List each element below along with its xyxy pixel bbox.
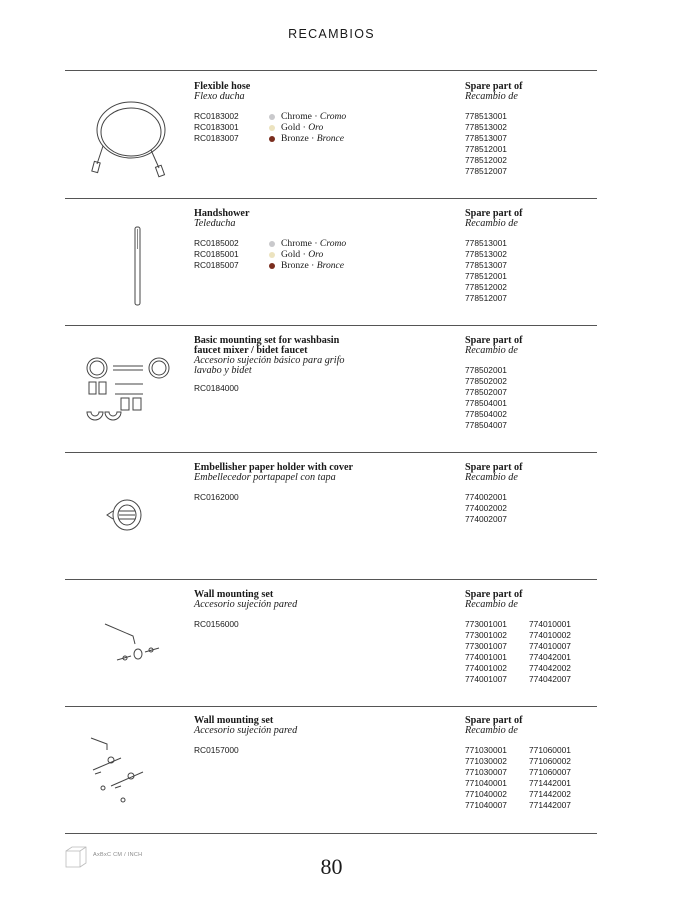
spare-part-list-col2: 774010001 774010002 774010007 774042001 774042002 774042007	[529, 619, 571, 684]
dimension-note: AxBxC CM / INCH	[93, 852, 143, 858]
spare-part-title: Spare part of Recambio de	[465, 208, 523, 229]
spare-part-list: 771030001 771030002 771030007 771040001 771040002 771040007	[465, 745, 507, 810]
spare-part-list: 773001001 773001002 773001007 774001001 774001002 774001007	[465, 619, 507, 684]
divider	[65, 452, 597, 453]
embellisher-illustration	[81, 491, 193, 541]
divider	[65, 833, 597, 834]
gold-swatch-icon	[269, 125, 275, 131]
page-title: RECAMBIOS	[288, 27, 375, 41]
product-name: Embellisher paper holder with cover Embellecedor portapapel con tapa	[194, 462, 354, 483]
spare-part-title: Spare part of Recambio de	[465, 589, 523, 610]
divider	[65, 70, 597, 71]
finish-list	[269, 238, 346, 271]
finish-chrome: Chrome · Cromo	[269, 111, 346, 122]
finish-bronze: Bronze · Bronce	[269, 133, 346, 144]
spare-part-title: Spare part of Recambio de	[465, 462, 523, 483]
product-name: Flexible hose Flexo ducha	[194, 81, 251, 102]
product-name: Handshower Teleducha	[194, 208, 250, 229]
spare-part-list: 778513001 778513002 778513007 778512001 778512002 778512007	[465, 238, 507, 303]
product-codes: RC0157000	[194, 745, 239, 755]
finish-chrome: Chrome · Cromo	[269, 238, 346, 249]
gold-swatch-icon	[269, 252, 275, 258]
spare-part-list: 778502001 778502002 778502007 778504001 778504002 778504007	[465, 365, 507, 430]
spare-part-title: Spare part of Recambio de	[465, 715, 523, 736]
bronze-swatch-icon	[269, 263, 275, 269]
product-codes: RC0184000	[194, 383, 239, 393]
chrome-swatch-icon	[269, 241, 275, 247]
spare-part-list: 774002001 774002002 774002007	[465, 492, 507, 524]
divider	[65, 325, 597, 326]
divider	[65, 198, 597, 199]
product-codes: RC0185002 RC0185001 RC0185007	[194, 238, 239, 271]
spare-part-list-col2: 771060001 771060002 771060007 771442001 771442002 771442007	[529, 745, 571, 810]
bronze-swatch-icon	[269, 136, 275, 142]
flexible-hose-illustration	[81, 90, 193, 190]
product-codes: RC0183002 RC0183001 RC0183007	[194, 111, 239, 144]
handshower-illustration	[81, 219, 193, 309]
product-codes: RC0156000	[194, 619, 239, 629]
wall-mounting-illustration	[81, 730, 193, 820]
product-name: Wall mounting set Accesorio sujeción pared	[194, 589, 298, 610]
product-name: Wall mounting set Accesorio sujeción pared	[194, 715, 298, 736]
wall-mounting-illustration	[81, 614, 193, 674]
spare-part-list: 778513001 778513002 778513007 778512001 778512002 778512007	[465, 111, 507, 176]
page-number: 80	[320, 854, 343, 879]
divider	[65, 579, 597, 580]
chrome-swatch-icon	[269, 114, 275, 120]
finish-gold: Gold · Oro	[269, 249, 346, 260]
divider	[65, 706, 597, 707]
product-name: Basic mounting set for washbasin faucet mixer / bidet faucet Accesorio sujeción básico para grifo lavabo y bidet	[194, 335, 345, 376]
finish-bronze: Bronze · Bronce	[269, 260, 346, 271]
spare-part-title: Spare part of Recambio de	[465, 335, 523, 356]
product-codes: RC0162000	[194, 492, 239, 502]
finish-gold: Gold · Oro	[269, 122, 346, 133]
finish-list	[269, 111, 346, 144]
mounting-set-illustration	[81, 350, 193, 430]
spare-part-title: Spare part of Recambio de	[465, 81, 523, 102]
